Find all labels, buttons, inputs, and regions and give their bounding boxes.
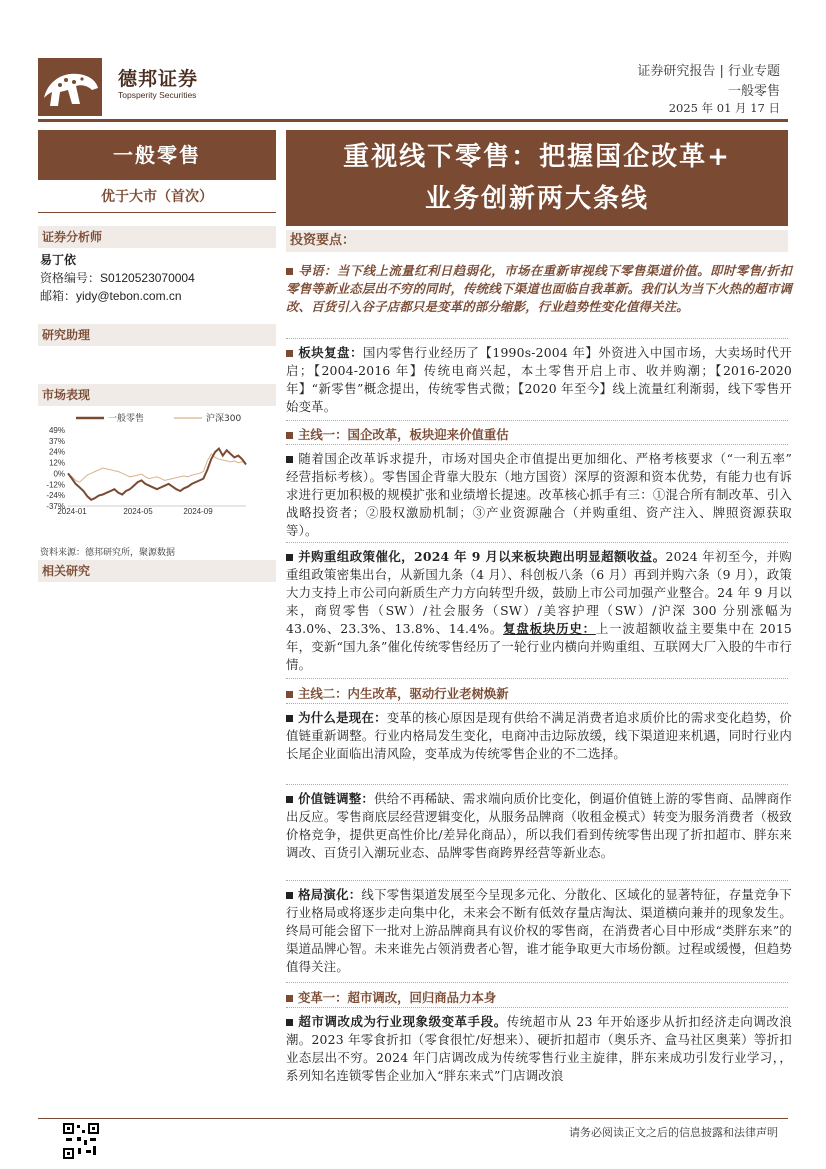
dotted-divider	[286, 982, 788, 983]
dotted-divider	[286, 444, 788, 445]
bullet-icon	[286, 691, 293, 698]
company-name-en: Topsperity Securities	[118, 90, 197, 100]
license-line: 资格编号：S0120523070004	[40, 271, 195, 285]
industry-label: 一般零售	[727, 84, 780, 99]
assistant-section-label: 研究助理	[38, 324, 276, 346]
bullet-icon	[286, 892, 293, 899]
x-tick-label: 2024-01	[57, 507, 87, 516]
mna-paragraph: 并购重组政策催化，2024 年 9 月以来板块跑出明显超额收益。2024 年初至今，并购重组政策密集出台，从新国九条（4 月）、科创板八条（6 月）再到并购六条（9 月），政策大力支持上市公司向新质生产力方向转型升级，鼓励上市公司加强产业整合。24 年 9 月以来，商贸零售（SW）/社会服务（SW）/美容护理（SW）/沪深 300 分别涨幅为 43.0%、23.3%、13.8%、14.4%。复盘板块历史：上一波超额收益主要集中在 2015 年，变新“国九条”催化传统零售经历了一轮行业内横向并购重组、互联网大厂入股的牛市行情。	[286, 549, 793, 672]
intro-paragraph: 导语：当下线上流量红利日趋弱化，市场在重新审视线下零售渠道价值。即时零售/折扣零售等新业态层出不穷的同时，传统线下渠道也面临自我革新。我们认为当下火热的超市调改、百货引入谷子店都只是变革的部分缩影，行业趋势性变化值得关注。	[286, 263, 792, 314]
theme-2-heading: 主线二：内生改革，驱动行业老树焕新	[286, 684, 792, 702]
analyst-name: 易丁依	[40, 253, 77, 267]
title-line-2: 业务创新两大条线	[424, 184, 649, 214]
analyst-section-label: 证券分析师	[38, 226, 276, 248]
bullet-icon	[286, 1019, 293, 1026]
y-tick-label: -37%	[46, 502, 65, 511]
key-points-label: 投资要点：	[286, 230, 788, 252]
theme-1-heading: 主线一：国企改革，板块迎来价值重估	[286, 425, 792, 443]
bullet-icon	[286, 350, 293, 357]
email-line[interactable]: 邮箱：yidy@tebon.com.cn	[40, 289, 182, 303]
report-type: 证券研究报告 | 行业专题	[637, 64, 780, 79]
related-section-label: 相关研究	[38, 560, 276, 582]
market-section-label: 市场表现	[38, 384, 276, 406]
review-paragraph: 板块复盘：国内零售行业经历了【1990s-2004 年】外资进入中国市场，大卖场时代开启；【2004-2016 年】传统电商兴起，本土零售开启上市、收并购潮；【2016-2020 年】“新零售”概念提出，传统零售式微；【2020 年至今】线上流量红利渐弱，线下零售开始变革。	[286, 345, 792, 414]
y-tick-label: 49%	[48, 426, 65, 435]
sector-box: 一般零售	[38, 130, 276, 180]
landscape-paragraph: 格局演化：线下零售渠道发展至今呈现多元化、分散化、区域化的显著特征，存量竞争下行业格局或将逐步走向集中化，未来会不断有低效存量店淘汰、渠道横向兼并的现象发生。终局可能会留下一批对上游品牌商具有议价权的零售商，在消费者心目中形成“类胖东来”的渠道品牌心智。未来谁先占领消费者心智，谁才能争取更大市场份额。过程或缓慢，但趋势值得关注。	[286, 887, 793, 974]
bullet-icon	[286, 268, 293, 275]
bullet-icon	[286, 456, 293, 463]
disclaimer-note: 请务必阅读正文之后的信息披露和法律声明	[569, 1126, 778, 1139]
footer-rule	[38, 1118, 788, 1119]
legend-label: 一般零售	[108, 414, 145, 424]
dotted-divider	[286, 703, 788, 704]
dotted-divider	[286, 338, 788, 339]
value-chain-paragraph: 价值链调整：供给不再稀缺、需求端向质价比变化，倒逼价值链上游的零售商、品牌商作出反应。零售商底层经营逻辑变化，从服务品牌商（收租金模式）转变为服务消费者（极致价格竞争，提供更高性价比/差异化商品），所以我们看到传统零售出现了折扣超市、胖东来调改、百货引入潮玩业态、品牌零售商跨界经营等新业态。	[286, 791, 792, 860]
series-line-csi300	[68, 454, 246, 482]
header-rule	[38, 119, 788, 122]
bullet-icon	[286, 715, 293, 722]
chart-source: 资料来源：德邦研究所，聚源数据	[40, 548, 176, 558]
legend-label: 沪深300	[206, 414, 242, 424]
series-line-retail	[68, 449, 246, 500]
x-tick-label: 2024-09	[183, 507, 213, 516]
y-tick-label: 12%	[48, 458, 65, 468]
rating: 优于大市（首次）	[101, 189, 213, 205]
dotted-divider	[286, 880, 788, 881]
y-tick-label: 0%	[53, 469, 65, 479]
reform-1-heading: 变革一：超市调改，回归商品力本身	[286, 988, 792, 1006]
divider	[38, 212, 276, 213]
soe-reform-paragraph: 随着国企改革诉求提升，市场对国央企市值提出更加细化、严格考核要求（“一利五率” 经营指标考核）。零售国企背靠大股东（地方国资）深厚的资源和资本优势，有能力也有诉求进行更加积极的规模扩张和业绩增长提速。改革核心抓手有三：①混合所有制改革、引入战略投资者；②股权激励机制；③产业资源融合（并购重组、资产注入、牌照资源获取等）。	[286, 451, 792, 538]
dotted-divider	[286, 678, 788, 679]
report-date: 2025 年 01 月 17 日	[668, 101, 780, 115]
report-title	[286, 130, 788, 226]
why-now-paragraph: 为什么是现在：变革的核心原因是现有供给不满足消费者追求质价比的需求变化趋势，价值链重新调整。行业内格局发生变化，电商冲击边际放缓，线下渠道迎来机遇，同时行业内长尾企业面临出清风险，变革成为传统零售企业的不二选择。	[286, 710, 792, 761]
company-name-cn: 德邦证券	[118, 68, 199, 90]
title-line-1: 重视线下零售：把握国企改革+	[343, 142, 731, 172]
dotted-divider	[286, 1007, 788, 1008]
bullet-icon	[286, 432, 293, 439]
company-logo-icon	[38, 58, 102, 116]
x-tick-label: 2024-05	[123, 507, 153, 516]
bullet-icon	[286, 796, 293, 803]
y-tick-label: 37%	[48, 436, 65, 446]
bullet-icon	[286, 995, 293, 1002]
dotted-divider	[286, 420, 788, 421]
dotted-divider	[286, 784, 788, 785]
y-tick-label: 24%	[48, 447, 65, 457]
y-tick-label: -24%	[46, 491, 65, 501]
dotted-divider	[286, 542, 788, 543]
y-tick-label: -12%	[46, 480, 65, 490]
supermarket-paragraph: 超市调改成为行业现象级变革手段。传统超市从 23 年开始逐步从折扣经济走向调改浪潮。2023 年零食折扣（零食很忙/好想来）、硬折扣超市（奥乐齐、盒马社区奥莱）等折扣业态层出不穷。2024 年门店调改成为传统零售行业主旋律，胖东来成功引发行业学习，，系列知名连锁零售企业加入“胖东来式”门店调改浪	[286, 1014, 792, 1083]
qr-code-icon	[62, 1122, 100, 1160]
bullet-icon	[286, 554, 293, 561]
market-performance-chart	[38, 408, 276, 523]
